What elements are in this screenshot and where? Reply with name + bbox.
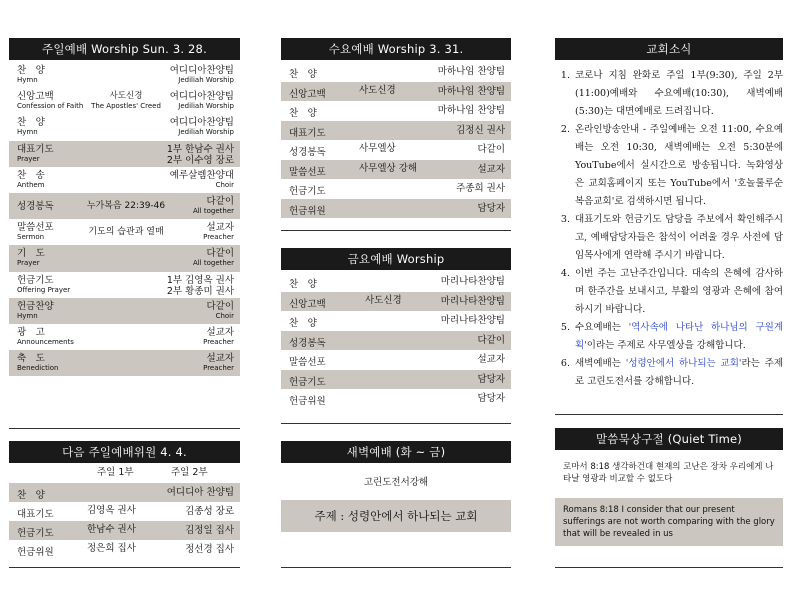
row-leader: 담당자 <box>477 393 505 404</box>
row-label: 찬 양 <box>289 108 317 119</box>
row-label <box>17 275 70 295</box>
news-highlight: '성령안에서 하나되는 교회' <box>625 358 742 369</box>
row-leader <box>193 196 234 216</box>
row-label: 찬 양 <box>289 69 317 80</box>
dawn-subtitle: 고린도전서강해 <box>363 477 429 488</box>
row-leader: 마하나임 찬양팀 <box>437 85 505 97</box>
row-detail <box>81 91 171 111</box>
sunday-table <box>9 62 240 376</box>
row-label <box>17 65 45 85</box>
sunday-row <box>9 219 240 245</box>
row-leader <box>170 117 234 137</box>
leader-line2: Choir <box>215 311 234 320</box>
wednesday-row <box>281 199 511 219</box>
leader-line2: All together <box>192 206 234 215</box>
row-detail: 사도신경 <box>359 84 396 96</box>
sunday-column <box>9 0 240 376</box>
row-leader: 김정신 권사 <box>456 124 505 136</box>
row-label: 찬 양 <box>289 279 317 290</box>
label-korean: 성경봉독 <box>17 200 54 212</box>
friday-row <box>281 272 511 292</box>
row-label: 헌금위원 <box>289 205 326 217</box>
row-leader: 다같이 <box>477 334 505 346</box>
news-text: 대표기도와 헌금기도 담당을 주보에서 확인해주시고, 예배담당자들은 참석이 어려울 경우 사전에 담임목사에게 연락해 주시기 바랍니다. <box>575 214 783 261</box>
divider <box>281 230 511 231</box>
row-leader <box>170 91 234 111</box>
qt-english: Romans 8:18 I consider that our present sufferings are not worth comparing with the glory that will be revealed in us <box>555 498 783 546</box>
row-leader <box>206 301 234 321</box>
row-label: 찬 양 <box>17 490 45 501</box>
leader-line1: 설교자 <box>206 326 234 338</box>
qt-header: 말씀묵상구절 (Quiet Time) <box>555 428 783 450</box>
news-text: 새벽예배는 <box>575 358 626 369</box>
detail-korean: 사도신경 <box>109 91 143 102</box>
next-week-table <box>9 483 240 559</box>
col1-label: 주일 1부 <box>97 467 134 478</box>
row-label: 찬 양 <box>289 318 317 329</box>
next-week-row <box>9 483 240 502</box>
first-service-person: 한남수 권사 <box>87 524 136 535</box>
first-service-person: 김영옥 권사 <box>87 505 136 516</box>
divider <box>281 423 511 424</box>
row-leader: 마하나임 찬양팀 <box>437 105 505 116</box>
wednesday-row <box>281 101 511 121</box>
news-item <box>573 211 783 265</box>
second-service-person: 여디디아 찬양팀 <box>166 487 234 498</box>
news-list <box>555 67 783 391</box>
row-label: 대표기도 <box>17 509 54 520</box>
leader-line2: Jediliah Worship <box>178 128 234 137</box>
leader-line1: 다같이 <box>206 248 234 260</box>
divider <box>9 428 240 429</box>
sunday-row <box>9 272 240 298</box>
row-leader: 담당자 <box>477 202 505 214</box>
leader-line1: 1부 김영옥 권사 <box>166 274 234 286</box>
leader-line2: Choir <box>215 180 234 189</box>
news-item <box>573 265 783 319</box>
row-leader: 다같이 <box>477 144 505 155</box>
label-english: Prayer <box>17 259 40 268</box>
label-korean: 헌금기도 <box>17 274 54 286</box>
leader-line1: 설교자 <box>206 353 234 365</box>
sunday-row <box>9 88 240 114</box>
friday-row <box>281 331 511 351</box>
wednesday-table <box>281 62 511 218</box>
label-english: Anthem <box>17 180 45 189</box>
row-label: 헌금위원 <box>289 396 326 407</box>
leader-line1: 다같이 <box>206 195 234 207</box>
friday-row <box>281 370 511 390</box>
row-leader: 설교자 <box>477 354 505 365</box>
detail-korean: 누가복음 22:39-46 <box>86 200 166 211</box>
row-label <box>17 117 45 137</box>
news-column <box>555 0 783 391</box>
row-label: 헌금위원 <box>17 547 54 558</box>
row-leader: 마하나임 찬양팀 <box>437 66 505 77</box>
label-english: Hymn <box>17 76 38 84</box>
wednesday-row <box>281 160 511 180</box>
friday-header: 금요예배 Worship <box>281 248 511 270</box>
leader-line1: 여디디아찬양팀 <box>169 91 234 103</box>
row-leader <box>167 144 234 166</box>
leader-line2: 2부 황종미 권사 <box>166 285 234 297</box>
label-english: Offering Prayer <box>17 285 71 294</box>
news-text: 이번 주는 고난주간입니다. 대속의 은혜에 감사하며 한주간을 보내시고, 부활의 영광과 은혜에 참여하시기 바랍니다. <box>575 268 783 315</box>
label-english: Hymn <box>17 311 38 320</box>
leader-line1: 여디디아찬양팀 <box>169 65 234 76</box>
row-leader <box>170 170 234 190</box>
wednesday-header: 수요예배 Worship 3. 31. <box>281 38 511 60</box>
leader-line1: 1부 한남수 권사 <box>166 143 234 155</box>
qt-column <box>555 428 783 546</box>
row-label: 말씀선포 <box>289 357 326 368</box>
row-leader <box>203 222 234 242</box>
sunday-header: 주일예배 Worship Sun. 3. 28. <box>9 38 240 60</box>
label-english: Hymn <box>17 128 38 137</box>
dawn-header: 새벽예배 (화 ~ 금) <box>281 441 511 463</box>
row-leader <box>203 353 234 373</box>
second-service-person: 김정일 집사 <box>185 525 234 536</box>
label-english: Announcements <box>17 337 74 346</box>
first-service-person: 정은희 집사 <box>87 543 136 554</box>
leader-line1: 다같이 <box>206 300 234 312</box>
row-leader: 주종희 권사 <box>456 183 505 194</box>
next-week-column <box>9 441 240 559</box>
news-text: 라는 주제로 고린도전서를 강해합니다. <box>575 358 783 387</box>
row-leader <box>193 248 234 268</box>
row-leader: 담당자 <box>477 373 505 385</box>
second-service-person: 정선경 집사 <box>185 544 234 555</box>
row-leader <box>167 275 234 297</box>
friday-row <box>281 350 511 370</box>
news-item <box>573 67 783 121</box>
row-detail: 사도신경 <box>365 294 402 306</box>
row-leader: 마리나타찬양팀 <box>440 295 505 307</box>
sunday-row <box>9 324 240 350</box>
row-detail: 사무엘상 <box>359 143 396 154</box>
next-week-header: 다음 주일예배위원 4. 4. <box>9 441 240 463</box>
divider <box>281 567 511 568</box>
row-detail: 사무엘상 강해 <box>359 162 418 174</box>
label-korean: 찬 양 <box>17 65 45 76</box>
row-leader: 마리나타찬양팀 <box>440 276 505 287</box>
sunday-row <box>9 245 240 271</box>
label-korean: 신앙고백 <box>17 91 54 103</box>
wednesday-row <box>281 62 511 82</box>
row-label: 신앙고백 <box>289 88 326 100</box>
dawn-theme: 주제 : 성령안에서 하나되는 교회 <box>281 500 511 532</box>
divider <box>9 567 240 568</box>
divider <box>555 567 783 568</box>
row-label: 말씀선포 <box>289 166 326 178</box>
second-service-person: 김종성 장로 <box>185 506 234 517</box>
leader-line1: 여디디아찬양팀 <box>169 117 234 129</box>
news-item <box>573 355 783 391</box>
label-korean: 광 고 <box>17 326 45 338</box>
friday-row <box>281 389 511 409</box>
leader-line2: Jediliah Worship <box>178 76 234 84</box>
sunday-row <box>9 298 240 324</box>
row-label <box>17 91 83 111</box>
wednesday-column <box>281 0 511 218</box>
row-label <box>17 301 54 321</box>
row-label: 신앙고백 <box>289 298 326 310</box>
sunday-row <box>9 167 240 193</box>
row-leader <box>170 65 234 85</box>
row-label <box>17 170 45 190</box>
row-label: 헌금기도 <box>289 376 326 388</box>
label-english: Benediction <box>17 364 59 373</box>
leader-line2: Preacher <box>203 233 234 242</box>
detail-english: The Apostles' Creed <box>91 102 161 111</box>
sunday-row <box>9 114 240 140</box>
dawn-column <box>281 441 511 532</box>
divider <box>555 414 783 415</box>
row-leader: 마리나타찬양팀 <box>440 315 505 326</box>
news-text: 코로나 지침 완화로 주일 1부(9:30), 주일 2부(11:00)예배와 수요예배(10:30), 새벽예배(5:30)는 대면예배로 드려집니다. <box>575 70 783 117</box>
sunday-row <box>9 193 240 219</box>
row-label: 대표기도 <box>289 127 326 139</box>
row-label: 헌금기도 <box>17 528 54 539</box>
news-text: 수요예배는 <box>575 322 629 333</box>
next-week-row <box>9 521 240 540</box>
leader-line1: 예루살렘찬양대 <box>169 169 234 181</box>
friday-row <box>281 311 511 331</box>
row-label: 성경봉독 <box>289 147 326 158</box>
row-leader: 설교자 <box>477 163 505 175</box>
leader-line2: All together <box>192 259 234 268</box>
row-label <box>17 201 54 212</box>
wednesday-row <box>281 140 511 160</box>
next-week-row <box>9 540 240 559</box>
sunday-row <box>9 62 240 88</box>
row-label: 헌금기도 <box>289 186 326 197</box>
label-english: Sermon <box>17 233 45 242</box>
sunday-row <box>9 141 240 167</box>
friday-row <box>281 292 511 312</box>
sunday-row <box>9 350 240 376</box>
news-header: 교회소식 <box>555 38 783 60</box>
label-korean: 찬 양 <box>17 117 45 129</box>
label-english: Prayer <box>17 154 40 163</box>
label-korean: 말씀선포 <box>17 222 54 234</box>
row-label <box>17 327 74 347</box>
row-detail <box>81 227 171 237</box>
news-highlight: '역사속에 나타난 하나님의 구원계획' <box>575 322 783 351</box>
row-leader <box>203 327 234 347</box>
row-detail <box>81 201 171 211</box>
row-label <box>17 353 59 373</box>
wednesday-row <box>281 121 511 141</box>
leader-line2: Preacher <box>203 337 234 346</box>
news-text: 이라는 주제로 사무엘상을 강해합니다. <box>586 340 746 351</box>
col2-label: 주일 2부 <box>171 467 208 478</box>
wednesday-row <box>281 82 511 102</box>
leader-line2: Preacher <box>203 364 234 373</box>
qt-korean: 로마서 8:18 생각하건대 현재의 고난은 장차 우리에게 나타날 영광과 비교할 수 없도다 <box>563 462 774 484</box>
leader-line2: Jediliah Worship <box>178 102 234 111</box>
next-week-row <box>9 502 240 521</box>
news-item <box>573 121 783 211</box>
label-korean: 기 도 <box>17 248 45 260</box>
label-english: Confession of Faith <box>17 102 84 111</box>
label-korean: 대표기도 <box>17 143 54 155</box>
row-label <box>17 222 54 242</box>
leader-line1: 설교자 <box>206 222 234 234</box>
row-label <box>17 248 45 268</box>
next-week-colhead <box>9 463 240 483</box>
wednesday-row <box>281 179 511 199</box>
label-korean: 축 도 <box>17 353 45 365</box>
detail-korean: 기도의 습관과 열매 <box>88 227 164 238</box>
label-korean: 헌금찬양 <box>17 300 54 312</box>
news-text: 온라인방송안내 - 주일예배는 오전 11:00, 수요예배는 오전 10:30, 새벽예배는 오전 5:30분에 YouTube에서 실시간으로 방송됩니다. 녹화영상은 교회홈페이지 또는 YouTube에서 '호놀룰루순복음교회'로 검색하시면 됩니다. <box>575 124 783 207</box>
friday-column <box>281 248 511 409</box>
label-korean: 찬 송 <box>17 169 45 181</box>
row-label: 성경봉독 <box>289 337 326 349</box>
friday-table <box>281 272 511 409</box>
row-label <box>17 144 54 164</box>
news-item <box>573 319 783 355</box>
leader-line2: 2부 이수영 장로 <box>166 154 234 166</box>
